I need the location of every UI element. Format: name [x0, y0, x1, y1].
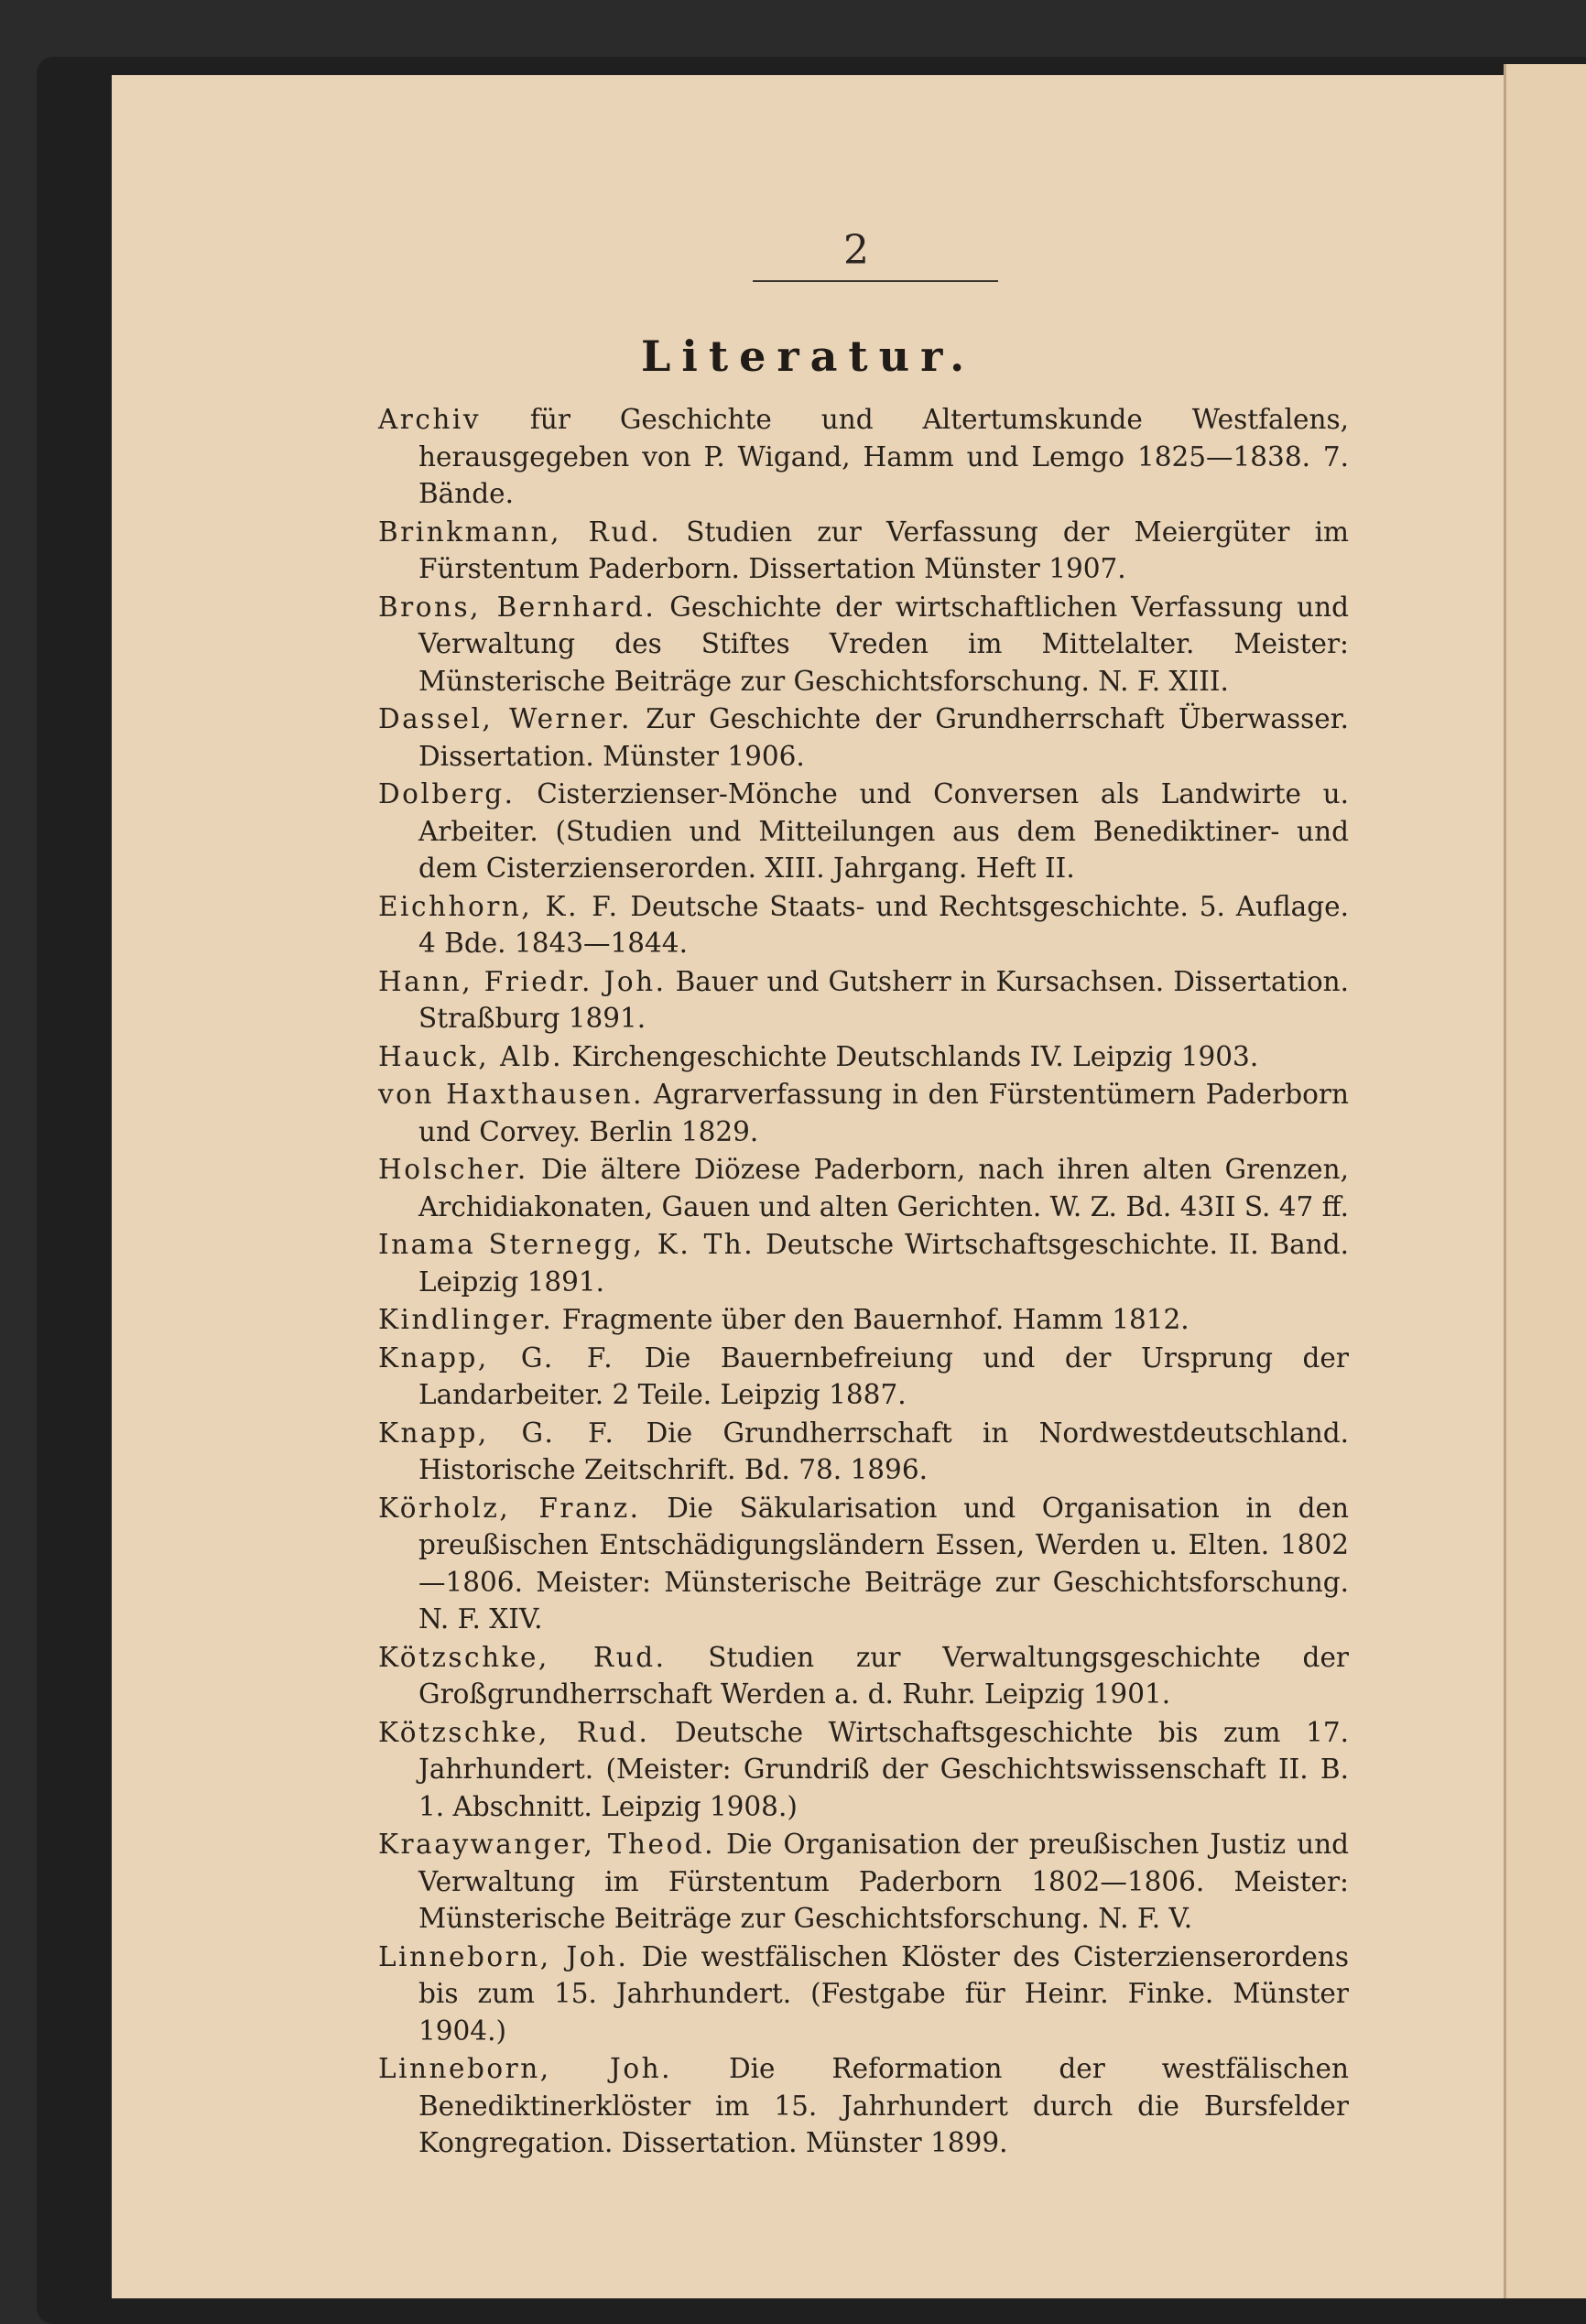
bibliography-entry: [378, 963, 1349, 1037]
bibliography-entry: [378, 1226, 1349, 1300]
bibliography-entry: [378, 700, 1349, 775]
bibliography-entry: [378, 1076, 1349, 1150]
entry-author: Dassel, Werner.: [378, 703, 632, 734]
entry-author: Linneborn, Joh.: [378, 2053, 673, 2084]
bibliography-entry: [378, 776, 1349, 887]
entry-text: Agrarverfassung in den Fürstentümern Paderborn und Corvey. Berlin 1829.: [418, 1079, 1349, 1147]
bibliography-list: [378, 401, 1349, 2163]
entry-author: von Haxthausen.: [378, 1079, 645, 1110]
entry-text: Die Organisation der preußischen Justiz und Verwaltung im Fürstentum Paderborn 1802—1806. Meister: Münsterische Beiträge zur Geschichtsforschung. N. F. V.: [418, 1829, 1349, 1934]
entry-text: Deutsche Wirtschaftsgeschichte. II. Band. Leipzig 1891.: [418, 1229, 1349, 1298]
entry-text: Die Grundherrschaft in Nordwestdeutschland. Historische Zeitschrift. Bd. 78. 1896.: [418, 1417, 1349, 1485]
entry-text: Die Bauernbefreiung und der Ursprung der Landarbeiter. 2 Teile. Leipzig 1887.: [418, 1341, 1349, 1410]
bibliography-entry: [378, 1938, 1349, 2050]
bibliography-entry: [378, 888, 1349, 962]
entry-author: Knapp, G. F.: [378, 1341, 615, 1374]
bibliography-entry: [378, 514, 1349, 588]
page-number: 2: [843, 227, 869, 274]
entry-text: Studien zur Verfassung der Meiergüter im Fürstentum Paderborn. Dissertation Münster 1907.: [418, 516, 1349, 584]
bibliography-entry: [378, 1151, 1349, 1225]
entry-text: Geschichte der wirtschaftlichen Verfassung und Verwaltung des Stiftes Vreden im Mittelalter. Meister: Münsterische Beiträge zur Geschichtsforschung. N. F. XIII.: [418, 591, 1350, 697]
bibliography-entry: [378, 589, 1349, 700]
entry-author: Kindlinger.: [378, 1304, 554, 1335]
entry-text: Kirchengeschichte Deutschlands IV. Leipzig 1903.: [562, 1040, 1259, 1072]
entry-text: Die Säkularisation und Organisation in den preußischen Entschädigungsländern Essen, Werden u. Elten. 1802—1806. Meister: Münsterische Beiträge zur Geschichtsforschung. N. F. XIV.: [418, 1492, 1349, 1634]
entry-text: Die ältere Diözese Paderborn, nach ihren alten Grenzen, Archidiakonaten, Gauen und alten Gerichten. W. Z. Bd. 43II S. 47 ff.: [418, 1154, 1349, 1222]
bibliography-entry: [378, 401, 1349, 513]
bibliography-entry: [378, 1301, 1349, 1339]
entry-author: Brinkmann, Rud.: [378, 516, 662, 548]
bibliography-entry: [378, 1639, 1349, 1713]
entry-text: Fragmente über den Bauernhof. Hamm 1812.: [553, 1304, 1190, 1335]
entry-author: Holscher.: [378, 1154, 528, 1185]
entry-text: Deutsche Staats- und Rechtsgeschichte. 5. Auflage. 4 Bde. 1843—1844.: [418, 890, 1349, 959]
entry-author: Hauck, Alb.: [378, 1040, 563, 1072]
bibliography-entry: [378, 1490, 1349, 1638]
entry-author: Linneborn, Joh.: [378, 1940, 629, 1972]
entry-text: Bauer und Gutsherr in Kursachsen. Dissertation. Straßburg 1891.: [418, 965, 1349, 1034]
bibliography-entry: [378, 1038, 1349, 1076]
entry-author: Kraaywanger, Theod.: [378, 1829, 715, 1860]
bibliography-entry: [378, 1826, 1349, 1938]
entry-author: Brons, Bernhard.: [378, 591, 657, 623]
page-number-rule: [753, 280, 998, 282]
entry-author: Kötzschke, Rud.: [378, 1641, 667, 1673]
entry-text: Die westfälischen Klöster des Cisterzienserordens bis zum 15. Jahrhundert. (Festgabe für Heinr. Finke. Münster 1904.): [418, 1940, 1349, 2047]
entry-text: Deutsche Wirtschaftsgeschichte bis zum 17. Jahrhundert. (Meister: Grundriß der Geschichtswissenschaft II. B. 1. Abschnitt. Leipzig 1908.): [418, 1716, 1349, 1822]
entry-author: Knapp, G. F.: [378, 1417, 616, 1449]
entry-text: Studien zur Verwaltungsgeschichte der Großgrundherrschaft Werden a. d. Ruhr. Leipzig 1901.: [418, 1641, 1349, 1710]
entry-text: Die Reformation der westfälischen Benediktinerklöster im 15. Jahrhundert durch die Bursfelder Kongregation. Dissertation. Münster 1899.: [418, 2053, 1349, 2158]
entry-author: Kötzschke, Rud.: [378, 1716, 650, 1748]
bibliography-entry: [378, 2050, 1349, 2162]
entry-text: für Geschichte und Altertumskunde Westfalens, herausgegeben von P. Wigand, Hamm und Lemgo 1825—1838. 7. Bände.: [418, 404, 1349, 509]
entry-author: Inama Sternegg, K. Th.: [378, 1229, 755, 1260]
entry-author: Eichhorn, K. F.: [378, 890, 620, 922]
entry-author: Körholz, Franz.: [378, 1492, 641, 1524]
bibliography-entry: [378, 1415, 1349, 1489]
facing-page-edge: [1504, 64, 1586, 2298]
bibliography-entry: [378, 1714, 1349, 1826]
section-heading: Literatur.: [641, 331, 976, 381]
entry-author: Archiv: [378, 404, 482, 435]
entry-text: Zur Geschichte der Grundherrschaft Überwasser. Dissertation. Münster 1906.: [418, 703, 1349, 772]
entry-text: Cisterzienser-Mönche und Conversen als Landwirte u. Arbeiter. (Studien und Mitteilungen aus dem Benediktiner- und dem Cisterzienserorden. XIII. Jahrgang. Heft II.: [418, 778, 1349, 884]
bibliography-entry: [378, 1340, 1349, 1414]
entry-author: Dolberg.: [378, 778, 516, 809]
entry-author: Hann, Friedr. Joh.: [378, 965, 667, 997]
